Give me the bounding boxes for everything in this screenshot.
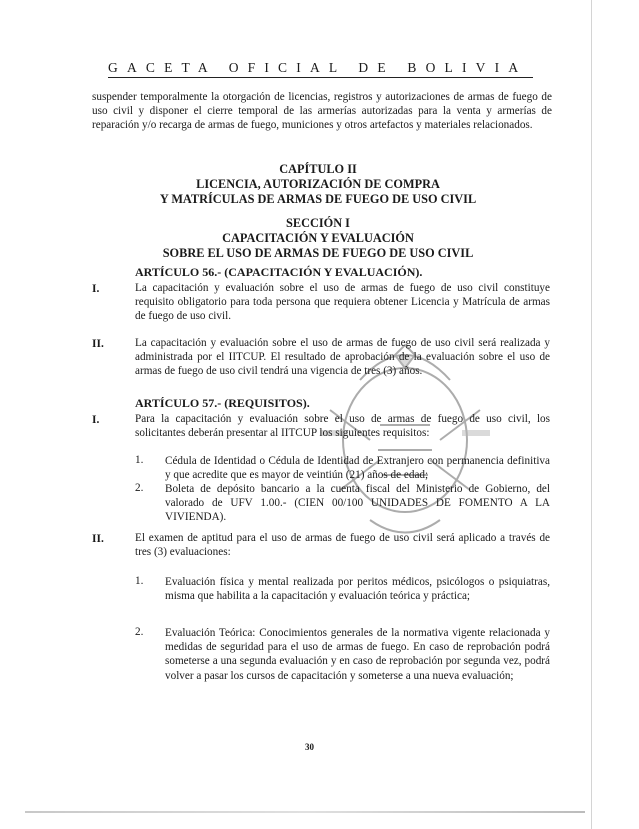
article-56-item-roman-1: I.	[92, 283, 100, 295]
requirement-text-1: Cédula de Identidad o Cédula de Identidad de Extranjero con permanencia definitiva y que acredite que es mayor de veintiún (21) años de edad;	[165, 455, 550, 482]
requirement-number-1: 1.	[135, 454, 144, 466]
article-56-item-text-2: La capacitación y evaluación sobre el uso de armas de fuego de uso civil será realizada y administrada por el IITCUP. El resultado de aprobación de la evaluación sobre el uso de armas de fuego de uso civil tendrá una vigencia de tres (3) años.	[135, 337, 550, 378]
chapter-subtitle-line2: Y MATRÍCULAS DE ARMAS DE FUEGO DE USO CIVIL	[159, 192, 477, 206]
article-56-item-roman-2: II.	[92, 338, 104, 350]
article-56-item-text-1: La capacitación y evaluación sobre el uso de armas de fuego de uso civil constituye requisito obligatorio para toda persona que requiera obtener Licencia y Matrícula de armas de fuego de uso civil.	[135, 282, 550, 323]
evaluation-number-1: 1.	[135, 575, 144, 587]
scan-edge-bottom	[25, 811, 585, 813]
page-number: 30	[305, 742, 314, 752]
section-subtitle-line1: CAPACITACIÓN Y EVALUACIÓN	[222, 231, 414, 245]
section-subtitle-line2: SOBRE EL USO DE ARMAS DE FUEGO DE USO CIVIL	[162, 246, 474, 260]
evaluation-text-2: Evaluación Teórica: Conocimientos generales de la normativa vigente relacionada y medidas de seguridad para el uso de armas de fuego. En caso de reprobación podrá someterse a una segunda evaluación y en caso de reprobación por segunda vez, podrá volver a pasar los cursos de capacitación y someterse a una nueva evaluación;	[165, 627, 550, 682]
article-57-item-text-2: El examen de aptitud para el uso de armas de fuego de uso civil será aplicado a través de tres (3) evaluaciones:	[135, 532, 550, 559]
article-57-item-roman-2: II.	[92, 533, 104, 545]
intro-paragraph: suspender temporalmente la otorgación de licencias, registros y autorizaciones de armas de fuego de uso civil y disponer el cierre temporal de las armerías autorizadas para la venta y armerías de reparación y/o recarga de armas de fuego, municiones y otros artefactos y materiales relacionados.	[92, 91, 552, 132]
section-title: SECCIÓN I	[286, 216, 350, 230]
article-57-item-roman-1: I.	[92, 414, 100, 426]
scan-edge-right	[591, 0, 592, 829]
requirement-text-2: Boleta de depósito bancario a la cuenta fiscal del Ministerio de Gobierno, del valorado de UFV 1.00.- (CIEN 00/100 UNIDADES DE FOMENTO A LA VIVIENDA).	[165, 483, 550, 524]
article-57-item-text-1: Para la capacitación y evaluación sobre el uso de armas de fuego de uso civil, los solicitantes deberán presentar al IITCUP los siguientes requisitos:	[135, 413, 550, 440]
requirement-number-2: 2.	[135, 482, 144, 494]
chapter-title: CAPÍTULO II	[279, 162, 357, 176]
evaluation-text-1: Evaluación física y mental realizada por peritos médicos, psicólogos o psiquiatras, misma que habilita a la capacitación y evaluación teórica y práctica;	[165, 576, 550, 603]
chapter-subtitle-line1: LICENCIA, AUTORIZACIÓN DE COMPRA	[196, 177, 440, 191]
article-57-heading: ARTÍCULO 57.- (REQUISITOS).	[135, 396, 310, 410]
evaluation-number-2: 2.	[135, 626, 144, 638]
masthead-title: GACETA OFICIAL DE BOLIVIA	[108, 60, 528, 75]
article-56-heading: ARTÍCULO 56.- (CAPACITACIÓN Y EVALUACIÓN).	[135, 265, 423, 279]
masthead-rule	[108, 77, 533, 78]
